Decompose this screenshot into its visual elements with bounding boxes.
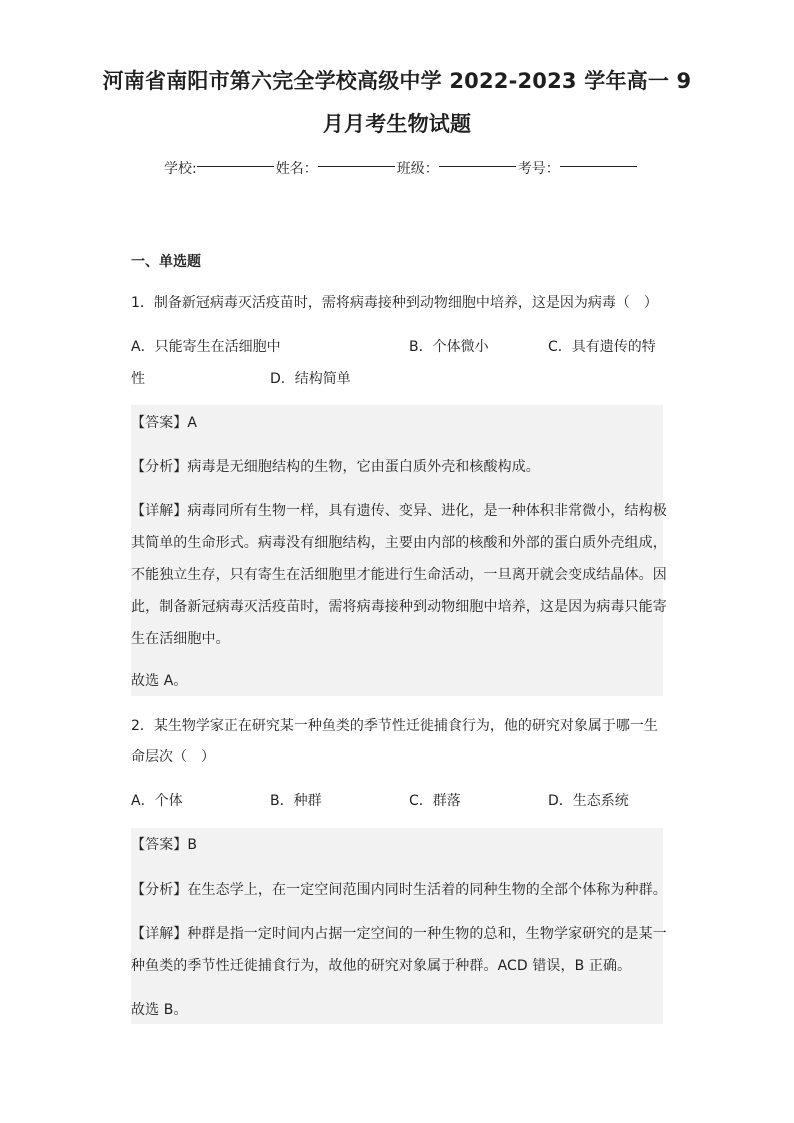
q2-stem-line-2: 命层次（ ） — [131, 749, 215, 765]
number-blank[interactable] — [560, 166, 637, 167]
q1-option-a: A．只能寄生在活细胞中 — [131, 339, 281, 355]
q2-conclusion: 故选 B。 — [131, 1002, 188, 1018]
q1-option-c: C．具有遗传的特 — [548, 339, 656, 355]
q2-answer: 【答案】B — [131, 837, 198, 853]
q1-option-c-continued: 性 — [131, 371, 145, 387]
school-blank[interactable] — [197, 166, 274, 167]
q2-answer-box — [131, 828, 667, 1024]
section-heading: 一、单选题 — [131, 254, 201, 270]
q2-analysis: 【分析】在生态学上，在一定空间范围内同时生活着的同种生物的全部个体称为种群。 — [131, 882, 667, 898]
q1-detail-line: 【详解】病毒同所有生物一样，具有遗传、变异、进化，是一种体积非常微小，结构极 — [131, 503, 667, 519]
school-label: 学校: — [164, 161, 197, 177]
q1-detail-line: 其简单的生命形式。病毒没有细胞结构，主要由内部的核酸和外部的蛋白质外壳组成， — [131, 535, 667, 551]
q1-conclusion: 故选 A。 — [131, 673, 188, 689]
document-title-line-1: 河南省南阳市第六完全学校高级中学 2022-2023 学年高一 9 — [102, 69, 692, 93]
class-label: 班级： — [396, 161, 439, 177]
name-blank[interactable] — [318, 166, 395, 167]
q1-answer-box — [131, 405, 667, 696]
q1-detail-line: 此，制备新冠病毒灭活疫苗时，需将病毒接种到动物细胞中培养，这是因为病毒只能寄 — [131, 599, 667, 615]
q1-option-b: B．个体微小 — [409, 339, 489, 355]
q2-detail-line: 种鱼类的季节性迁徙捕食行为，故他的研究对象属于种群。ACD 错误，B 正确。 — [131, 958, 632, 974]
q2-option-c: C．群落 — [409, 793, 461, 809]
q2-detail-line: 【详解】种群是指一定时间内占据一定空间的一种生物的总和，生物学家研究的是某一 — [131, 926, 667, 942]
number-label: 考号： — [517, 161, 560, 177]
q2-option-b: B．种群 — [270, 793, 322, 809]
q1-option-d: D．结构简单 — [270, 371, 351, 387]
q1-analysis: 【分析】病毒是无细胞结构的生物，它由蛋白质外壳和核酸构成。 — [131, 459, 540, 475]
q1-answer: 【答案】A — [131, 415, 198, 431]
class-blank[interactable] — [439, 166, 516, 167]
q1-stem: 1．制备新冠病毒灭活疫苗时，需将病毒接种到动物细胞中培养，这是因为病毒（ ） — [131, 295, 658, 311]
q1-detail-line: 生在活细胞中。 — [131, 631, 230, 647]
q1-detail-line: 不能独立生存，只有寄生在活细胞里才能进行生命活动，一旦离开就会变成结晶体。因 — [131, 567, 667, 583]
document-title-line-2: 月月考生物试题 — [322, 112, 472, 136]
q2-option-a: A．个体 — [131, 793, 183, 809]
student-info-row — [164, 160, 639, 178]
name-label: 姓名： — [275, 161, 318, 177]
q2-stem-line-1: 2．某生物学家正在研究某一种鱼类的季节性迁徙捕食行为，他的研究对象属于哪一生 — [131, 718, 658, 734]
q2-option-d: D．生态系统 — [548, 793, 629, 809]
